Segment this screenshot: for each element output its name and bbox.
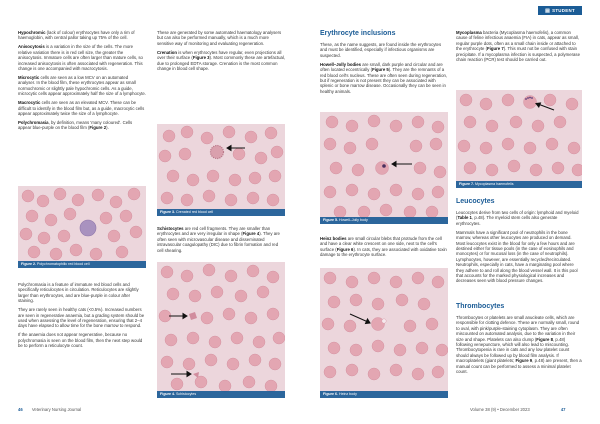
para-polychromasia-end: ). [106, 125, 109, 131]
col4-text-thrombo [456, 315, 582, 378]
term-macrocytic: Macrocytic [18, 100, 41, 106]
figure-5-image [320, 112, 448, 224]
figure-4-image [157, 262, 285, 398]
ref-table-1: Table 1 [457, 215, 472, 221]
figure-3-number: Figure 3. [160, 210, 175, 214]
col4-text-leuco [456, 210, 582, 287]
col4-text-top [456, 30, 582, 66]
para-howell-jolly: are small, dark purple and circular and are often located eccentrically ( [320, 61, 443, 73]
col3-text-mid [320, 236, 448, 261]
para-neutrophils: Mammals have a significant pool of neutrophils in the bone marrow, whereas other leucocytes are produced on demand. Most leucocytes exist in the blood for only a few hours and are destined either for tissue pools (in the case of eosinophils and monocytes) or for mucosal loss (in the case of neutrophils). Lymphocytes, however, are essentially recycled/recirculated. Neutrophils, especially in cats, have a marginating pool where they adhere to and roll along the blood vessel wall. It is this pool that accounts for the marked physiological increases and decreases seen with blood pressure changes. [456, 229, 578, 284]
term-crenation: Crenation [157, 49, 178, 55]
para-thrombocytes-end: , p.48) are present, then a manual count can be performed to assess a minimal platelet count. [456, 358, 582, 375]
para-hypochromic: (lack of colour) erythrocytes have only a rim of haemoglobin, with central pallor taking up 75% of the cell. [18, 30, 135, 41]
student-badge-label: STUDENT [552, 8, 575, 13]
ref-figure-3: Figure 3 [192, 55, 210, 61]
para-reticulocyte-count: If the anaemia does not appear regenerative, because no polychromasia is seen on the blood film, then the next step would be to perform a reticulocyte count. [18, 332, 143, 349]
figure-4-number: Figure 4. [160, 392, 175, 396]
para-crenation-end: ). Most commonly these are artefactual, due to prolonged EDTA storage. Crenation is the most common change in blood cell shape. [157, 55, 286, 72]
para-thrombocytes-mid: , p.48) following venepuncture, which will also lead to miscounting. Thrombocytopenia is rare in cats and any low platelet count should always be followed up by blood film analysis. If macroplatelets (giant platelets; [456, 336, 570, 364]
term-hypochromic: Hypochromic [18, 30, 46, 35]
figure-2-title: Polychromatophilic red blood cell [35, 262, 90, 266]
para-thrombocytes: Thrombocytes or platelets are small anucleate cells, which are responsible for clotting defence. These are normally small, round to oval, with pink/purple-staining cytoplasm. They are often miscounted on automated analysis, due to the variation in their size and shape. Platelets can also clump ( [456, 315, 580, 342]
para-heinz: are small circular blebs that protrude from the cell and have a clear white crescent on one side, next to the cell's surface ( [320, 236, 442, 252]
figure-3-image [157, 124, 285, 216]
para-leucocytes: Leucocytes derive from two cells of origin: lymphoid and myeloid ( [456, 210, 579, 221]
figure-2 [18, 186, 146, 268]
ref-figure-9: Figure 9 [515, 358, 533, 364]
figure-6-image [320, 268, 448, 398]
figure-7 [456, 90, 582, 188]
col1-text-top [18, 30, 146, 134]
figure-6 [320, 268, 448, 398]
figure-3 [157, 124, 285, 216]
ref-figure-2: Figure 2 [89, 125, 107, 131]
para-schistocytes: are red cell fragments. They are smaller than erythrocytes and are very irregular in shape ( [157, 226, 271, 237]
col2-text-top [157, 30, 285, 75]
footer-right [470, 407, 566, 412]
figure-5-title: Howell–Jolly body [337, 218, 368, 222]
col1-text-bottom [18, 282, 146, 352]
figure-6-caption [320, 391, 448, 398]
para-leucocytes-end: , p.48). The myeloid stem cells also generate erythrocytes. [456, 215, 558, 226]
para-schistocytes-end: ). They are often seen with microvascular disease and disseminated intravascular coagulopathy (DIC) due to fibrin formation and red cell shearing. [157, 231, 280, 253]
term-howell-jolly: Howell–Jolly bodies [320, 61, 362, 67]
col3-text-top [320, 42, 448, 98]
heading-leucocytes: Leucocytes [456, 198, 495, 205]
heading-erythrocyte-inclusions: Erythrocyte inclusions [320, 30, 396, 37]
figure-5-caption [320, 217, 448, 224]
figure-2-caption [18, 261, 146, 268]
para-mycoplasma: bacteria (Mycoplasma haemofelis), a common cause of feline infectious anaemia (FIA) in cats, appear as small, regular purple dots, often as a small chain inside or attached to the erythrocyte ( [456, 30, 579, 52]
ref-figure-7: Figure 7 [487, 46, 504, 52]
para-crenation: is when erythrocytes have regular, even projections all over their surface ( [157, 49, 282, 61]
figure-4-title: Schistocytes [174, 392, 197, 396]
para-heinz-end: ). In cats, they are associated with oxidative toxin damage to the erythrocyte surface. [320, 246, 447, 258]
page-number-left: 46 [18, 407, 23, 412]
student-badge [538, 6, 582, 15]
term-schistocytes: Schistocytes [157, 226, 184, 231]
para-inclusions-intro: These, as the name suggests, are found inside the erythrocytes and must be identified, especially if infectious organisms are suspected. [320, 42, 442, 58]
figure-3-caption [157, 209, 285, 216]
term-polychromasia: Polychromasia [18, 120, 49, 126]
ref-figure-8: Figure 8 [536, 336, 553, 342]
page-number-right: 47 [560, 407, 566, 412]
journal-name: Veterinary Nursing Journal [31, 407, 82, 412]
term-microcytic: Microcytic [18, 75, 40, 81]
figure-3-title: Crenated red blood cell [174, 210, 214, 214]
figure-6-number: Figure 6. [323, 392, 338, 396]
figure-5 [320, 112, 448, 224]
ref-figure-4: Figure 4 [242, 231, 260, 237]
ref-figure-6: Figure 6 [336, 246, 354, 252]
term-mycoplasma: Mycoplasma [456, 30, 482, 35]
figure-2-number: Figure 2. [21, 262, 36, 266]
para-mycoplasma-end: ). This must not be confused with stain precipitate. If a mycoplasma infection is suspected, a polymerase chain reaction (PCR) test should be carried out. [456, 46, 580, 63]
figure-6-title: Heinz body [337, 392, 357, 396]
para-analysers: These are generated by some automated haematology analysers but can also be performed manually, which is a much more sensitive way of monitoring and evaluating regeneration. [157, 30, 282, 46]
figure-5-number: Figure 5. [323, 218, 338, 222]
figure-7-image [456, 90, 582, 188]
term-heinz-bodies: Heinz bodies [320, 236, 347, 241]
para-macrocytic: cells are seen as an elevated MCV. These can be difficult to identify in the blood film but, as a guide, macrocytic cells appear approximately twice the size of a lymphocyte. [18, 100, 145, 117]
ref-figure-5: Figure 5 [372, 67, 389, 73]
figure-2-image [18, 186, 146, 268]
volume-info: Volume 38 (9) • December 2023 [470, 407, 530, 412]
term-anisocytosis: Anisocytosis [18, 44, 45, 50]
document-icon: ▤ [545, 8, 551, 14]
para-microcytic: cells are seen as a low MCV on an automated analyser. In the blood film, these erythrocytes appear as small normochromic or slightly pale hypochromic cells. As a guide, microcytic cells appear approximately half the size of a lymphocyte. [18, 75, 147, 97]
figure-7-caption [456, 181, 582, 188]
para-healthy-cats: They are rarely seen in healthy cats (<0.5%). Increased numbers are seen in regenerative anaemia, but a grading system should be used when assessing the level of regeneration, ensuring that 2–4 days have elapsed to allow time for the bone marrow to respond. [18, 307, 145, 329]
para-anisocytosis: is a variation in the size of the cells. The more relative variation there is in red cell size, the greater the anisocytosis. Immature cells are often larger than mature cells, so increased anisocytosis is often associated with regeneration. This change is one accompanied with macrocytosis. [18, 44, 143, 72]
figure-7-number: Figure 7. [459, 182, 474, 186]
para-reticulocytes: Polychromasia is a feature of immature red blood cells and specifically reticulocytes in circulation. Reticulocytes are slightly larger than erythrocytes, and are blue-purple in colour after staining. [18, 282, 139, 304]
figure-7-title: Mycoplasma haemofelis [473, 182, 514, 186]
heading-thrombocytes: Thrombocytes [456, 303, 505, 310]
col2-text-mid [157, 226, 285, 257]
para-polychromasia: , by definition, means 'many coloured'. Cells appear blue-purple on the blood film ( [18, 120, 133, 131]
para-howell-jolly-end: ). They are the remnants of a red blood cell's nucleus. These are often seen during regeneration, but if regeneration is not present they can be associated with splenic or bone marrow disease. Occasionally they can be seen in healthy animals. [320, 67, 448, 94]
figure-4 [157, 262, 285, 398]
figure-4-caption [157, 391, 285, 398]
footer-left [18, 407, 81, 412]
